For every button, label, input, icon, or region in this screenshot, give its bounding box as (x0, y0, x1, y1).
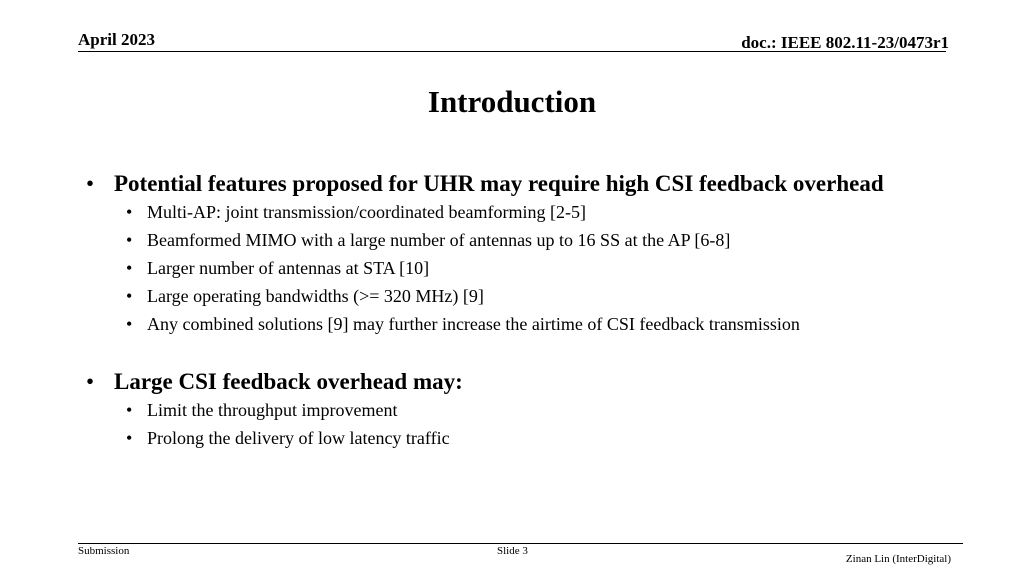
list-item (86, 424, 946, 452)
section-heading (86, 170, 946, 198)
footer-submission: Submission (78, 545, 130, 557)
list-item (86, 198, 946, 226)
bullet-icon: • (126, 202, 133, 222)
bullet-icon: • (86, 369, 95, 394)
list-item-text: Beamformed MIMO with a large number of antennas up to 16 SS at the AP [6-8] (147, 230, 731, 250)
bullet-icon: • (126, 286, 133, 306)
bullet-icon: • (126, 400, 133, 420)
footer-author: Zinan Lin (InterDigital) (845, 553, 951, 565)
header-date: April 2023 (78, 30, 155, 49)
section-heading-text: Large CSI feedback overhead may: (114, 369, 463, 394)
list-item-text: Any combined solutions [9] may further increase the airtime of CSI feedback transmission (147, 314, 800, 334)
list-item (86, 226, 946, 254)
bullet-icon: • (126, 230, 133, 250)
header-divider (78, 51, 946, 52)
list-item (86, 254, 946, 282)
footer-slide-number: Slide 3 (497, 545, 528, 557)
slide-title: Introduction (427, 84, 597, 119)
bullet-icon: • (126, 258, 133, 278)
list-item (86, 396, 946, 424)
header-doc-id: doc.: IEEE 802.11-23/0473r1 (741, 33, 949, 52)
list-item-text: Limit the throughput improvement (147, 400, 398, 420)
footer-divider (78, 543, 963, 544)
section-heading (86, 368, 946, 396)
section-spacer (86, 338, 946, 368)
bullet-list (86, 170, 946, 452)
list-item (86, 310, 946, 338)
list-item-text: Larger number of antennas at STA [10] (147, 258, 430, 278)
bullet-icon: • (126, 314, 133, 334)
section-heading-text: Potential features proposed for UHR may require high CSI feedback overhead (114, 171, 884, 196)
list-item-text: Large operating bandwidths (>= 320 MHz) [9] (147, 286, 484, 306)
list-item-text: Prolong the delivery of low latency traffic (147, 428, 450, 448)
bullet-icon: • (86, 171, 95, 196)
bullet-icon: • (126, 428, 133, 448)
list-item-text: Multi-AP: joint transmission/coordinated beamforming [2-5] (147, 202, 586, 222)
list-item (86, 282, 946, 310)
